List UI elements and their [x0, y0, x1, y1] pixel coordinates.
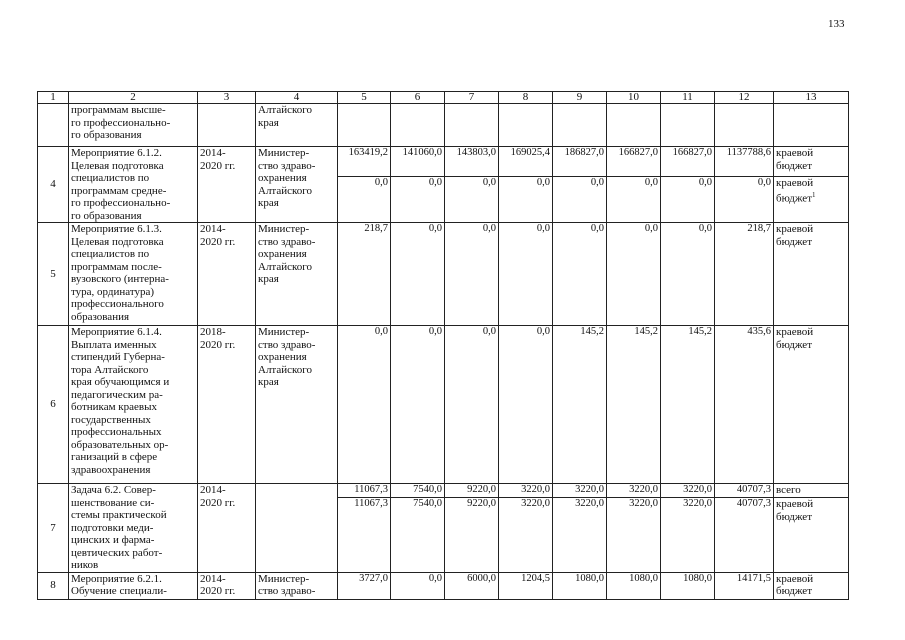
header-cell: 2: [69, 92, 198, 104]
value-cell: 0,0: [661, 176, 715, 222]
header-cell: 9: [553, 92, 607, 104]
period: 2014- 2020 гг.: [198, 484, 256, 573]
value-cell: 186827,0: [553, 147, 607, 177]
measure-name: Мероприятие 6.2.1. Обучение специали-: [69, 572, 198, 599]
value-cell: 1080,0: [553, 572, 607, 599]
value-cell: 0,0: [607, 176, 661, 222]
period: 2014- 2020 гг.: [198, 572, 256, 599]
header-cell: 11: [661, 92, 715, 104]
header-cell: 5: [338, 92, 391, 104]
value-cell: 3220,0: [499, 484, 553, 498]
value-cell: 0,0: [715, 176, 774, 222]
value-cell: 0,0: [445, 326, 499, 484]
value-cell: 7540,0: [391, 484, 445, 498]
header-cell: 7: [445, 92, 499, 104]
table-row: [38, 572, 849, 599]
value-cell: 3220,0: [607, 484, 661, 498]
header-cell: 12: [715, 92, 774, 104]
empty-cell: [661, 104, 715, 147]
value-cell: 435,6: [715, 326, 774, 484]
period: 2018- 2020 гг.: [198, 326, 256, 484]
header-cell: 4: [256, 92, 338, 104]
value-cell: 3220,0: [553, 498, 607, 572]
header-row: [38, 92, 849, 104]
value-cell: 0,0: [553, 176, 607, 222]
value-cell: 1080,0: [661, 572, 715, 599]
value-cell: 169025,4: [499, 147, 553, 177]
table-row: [38, 326, 849, 484]
value-cell: 145,2: [553, 326, 607, 484]
value-cell: 14171,5: [715, 572, 774, 599]
empty-cell: [553, 104, 607, 147]
measure-name: Мероприятие 6.1.3. Целевая подготовка специалистов по программам после- вузовского (интерна- тура, ординатура) профессионального образования: [69, 223, 198, 326]
header-cell: 3: [198, 92, 256, 104]
value-cell: 0,0: [499, 223, 553, 326]
period: 2014- 2020 гг.: [198, 147, 256, 223]
empty-cell: [445, 104, 499, 147]
row-number: 8: [38, 572, 69, 599]
executor: Министер- ство здраво-: [256, 572, 338, 599]
empty-cell: [774, 104, 849, 147]
value-cell: 3220,0: [553, 484, 607, 498]
table-row: [38, 104, 849, 147]
value-cell: 9220,0: [445, 498, 499, 572]
value-cell: 0,0: [391, 176, 445, 222]
value-cell: 3220,0: [661, 498, 715, 572]
executor: [256, 484, 338, 573]
value-cell: 0,0: [445, 223, 499, 326]
value-cell: 163419,2: [338, 147, 391, 177]
program-table: [37, 91, 849, 600]
measure-name: Задача 6.2. Совер- шенствование си- стемы практической подготовки меди- цинских и фарма- цевтических работ- ников: [69, 484, 198, 573]
measure-name: программам высше- го профессионально- го образования: [69, 104, 198, 147]
header-cell: 6: [391, 92, 445, 104]
value-cell: 166827,0: [607, 147, 661, 177]
executor: Министер- ство здраво- охранения Алтайского края: [256, 147, 338, 223]
value-cell: 3220,0: [499, 498, 553, 572]
empty-cell: [391, 104, 445, 147]
header-cell: 13: [774, 92, 849, 104]
empty-cell: [607, 104, 661, 147]
period: [198, 104, 256, 147]
row-number: 7: [38, 484, 69, 573]
funding-source: краевой бюджет$^1$: [774, 176, 849, 222]
value-cell: 0,0: [391, 223, 445, 326]
funding-source: краевой бюджет: [774, 498, 849, 572]
value-cell: 0,0: [338, 176, 391, 222]
value-cell: 11067,3: [338, 484, 391, 498]
table-row: [38, 484, 849, 498]
value-cell: 0,0: [553, 223, 607, 326]
value-cell: 0,0: [661, 223, 715, 326]
value-cell: 143803,0: [445, 147, 499, 177]
executor: Алтайского края: [256, 104, 338, 147]
funding-source: краевой бюджет: [774, 572, 849, 599]
header-cell: 10: [607, 92, 661, 104]
executor: Министер- ство здраво- охранения Алтайского края: [256, 326, 338, 484]
value-cell: 3220,0: [661, 484, 715, 498]
value-cell: 3727,0: [338, 572, 391, 599]
value-cell: 40707,3: [715, 498, 774, 572]
funding-source: краевой бюджет: [774, 223, 849, 326]
value-cell: 145,2: [661, 326, 715, 484]
value-cell: 0,0: [445, 176, 499, 222]
value-cell: 9220,0: [445, 484, 499, 498]
value-cell: 0,0: [499, 176, 553, 222]
measure-name: Мероприятие 6.1.4. Выплата именных стипендий Губерна- тора Алтайского края обучающимся и педагогическим ра- ботникам краевых государственных профессиональных образовательных ор- ганизаций в сфере здравоохранения: [69, 326, 198, 484]
empty-cell: [499, 104, 553, 147]
executor: Министер- ство здраво- охранения Алтайского края: [256, 223, 338, 326]
value-cell: 1137788,6: [715, 147, 774, 177]
value-cell: 11067,3: [338, 498, 391, 572]
table-row: [38, 147, 849, 177]
value-cell: 1204,5: [499, 572, 553, 599]
value-cell: 40707,3: [715, 484, 774, 498]
period: 2014- 2020 гг.: [198, 223, 256, 326]
value-cell: 218,7: [338, 223, 391, 326]
row-number: 5: [38, 223, 69, 326]
table-row: [38, 223, 849, 326]
header-cell: 1: [38, 92, 69, 104]
value-cell: 145,2: [607, 326, 661, 484]
value-cell: 141060,0: [391, 147, 445, 177]
empty-cell: [338, 104, 391, 147]
value-cell: 166827,0: [661, 147, 715, 177]
row-number: [38, 104, 69, 147]
value-cell: 0,0: [338, 326, 391, 484]
value-cell: 3220,0: [607, 498, 661, 572]
value-cell: 7540,0: [391, 498, 445, 572]
header-cell: 8: [499, 92, 553, 104]
value-cell: 6000,0: [445, 572, 499, 599]
funding-source: всего: [774, 484, 849, 498]
value-cell: 0,0: [391, 572, 445, 599]
footnote-mark: 1: [812, 191, 816, 200]
value-cell: 218,7: [715, 223, 774, 326]
measure-name: Мероприятие 6.1.2. Целевая подготовка специалистов по программам средне- го профессионально- го образования: [69, 147, 198, 223]
value-cell: 0,0: [499, 326, 553, 484]
page-number: 133: [828, 18, 845, 30]
value-cell: 0,0: [391, 326, 445, 484]
funding-source: краевой бюджет: [774, 147, 849, 177]
row-number: 4: [38, 147, 69, 223]
row-number: 6: [38, 326, 69, 484]
value-cell: 1080,0: [607, 572, 661, 599]
funding-source: краевой бюджет: [774, 326, 849, 484]
value-cell: 0,0: [607, 223, 661, 326]
empty-cell: [715, 104, 774, 147]
